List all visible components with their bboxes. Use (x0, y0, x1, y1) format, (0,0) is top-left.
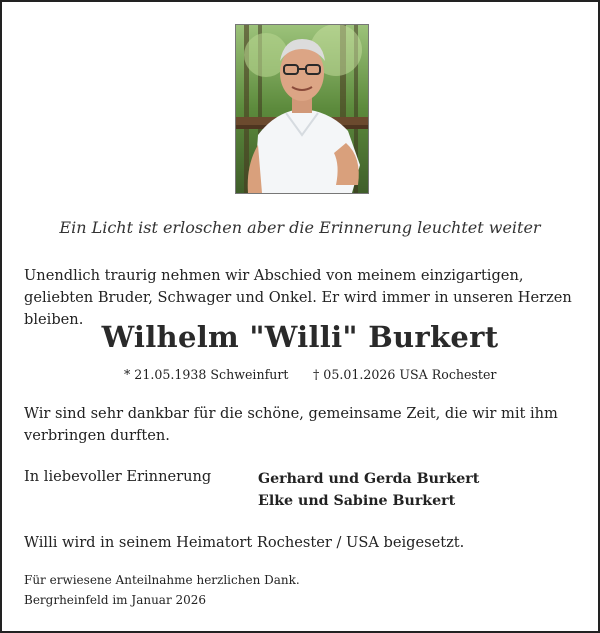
footer-place-date: Bergrheinfeld im Januar 2026 (24, 593, 207, 607)
deceased-name: Wilhelm "Willi" Burkert (101, 320, 499, 354)
intro-text: Unendlich traurig nehmen wir Abschied von meinem einzigartigen, geliebten Bruder, Schwager und Onkel. Er wird immer in unseren Herzen bleiben. (24, 267, 572, 328)
footer (24, 570, 300, 610)
family-name-1: Gerhard und Gerda Burkert (258, 471, 480, 487)
family-name-2: Elke und Sabine Burkert (258, 493, 456, 509)
burial-text: Willi wird in seinem Heimatort Rochester / USA beigesetzt. (24, 534, 465, 551)
family-names (258, 468, 479, 512)
footer-thanks: Für erwiesene Anteilnahme herzlichen Dank. (24, 573, 300, 587)
death-date: † 05.01.2026 USA Rochester (313, 367, 497, 382)
portrait-photo (235, 24, 369, 194)
thanks-text: Wir sind sehr dankbar für die schöne, gemeinsame Zeit, die wir mit ihm verbringen durften. (24, 405, 558, 444)
birth-date: * 21.05.1938 Schweinfurt (124, 367, 289, 382)
memory-label: In liebevoller Erinnerung (24, 468, 212, 485)
memorial-motto: Ein Licht ist erloschen aber die Erinnerung leuchtet weiter (59, 218, 541, 237)
